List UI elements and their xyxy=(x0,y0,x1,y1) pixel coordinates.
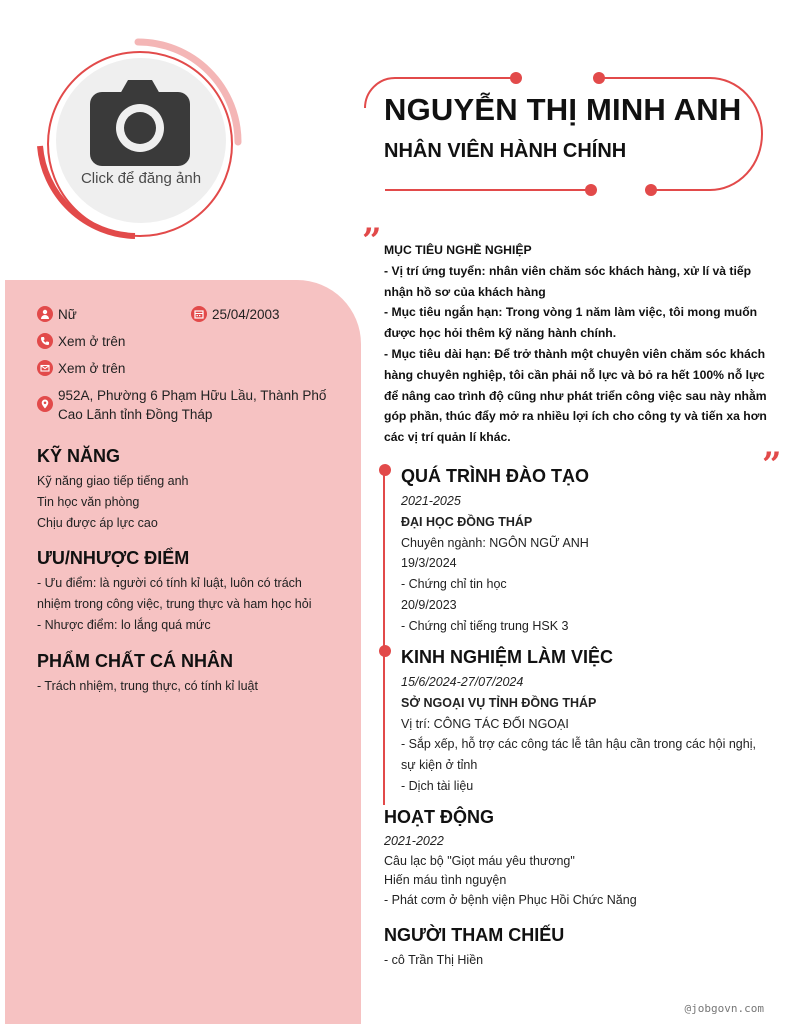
calendar-icon xyxy=(191,306,207,322)
experience-period: 15/6/2024-27/07/2024 xyxy=(401,675,524,689)
email-icon xyxy=(37,360,53,376)
education-title: QUÁ TRÌNH ĐÀO TẠO xyxy=(401,466,589,486)
location-pin-icon xyxy=(37,396,53,412)
gender-value: Nữ xyxy=(58,307,77,322)
list-item: - Sắp xếp, hỗ trợ các công tác lễ tân hậu cần trong các hội nghị, sự kiện ở tỉnh xyxy=(401,737,756,773)
gender-row xyxy=(37,305,77,324)
list-item: Vị trí: CÔNG TÁC ĐỐI NGOẠI xyxy=(401,716,569,731)
references-details xyxy=(384,950,764,971)
list-item: Chịu được áp lực cao xyxy=(37,516,158,530)
birthdate-row xyxy=(191,305,280,324)
experience-details xyxy=(401,672,771,797)
activities-details xyxy=(384,832,764,910)
experience-company: SỞ NGOẠI VỤ TỈNH ĐỒNG THÁP xyxy=(401,695,597,710)
list-item: 20/9/2023 xyxy=(401,597,457,612)
avatar-caption: Click để đăng ảnh xyxy=(80,170,202,187)
list-item: - Nhược điểm: lo lắng quá mức xyxy=(37,618,211,632)
list-item: Chuyên ngành: NGÔN NGỮ ANH xyxy=(401,535,589,550)
references-title: NGƯỜI THAM CHIẾU xyxy=(384,925,565,945)
list-item: - Dịch tài liệu xyxy=(401,778,474,793)
close-quote-icon: ” xyxy=(762,445,782,485)
education-details xyxy=(401,491,771,637)
person-icon xyxy=(37,306,53,322)
career-objective xyxy=(384,240,769,448)
timeline-dot xyxy=(379,464,391,476)
strengths-title: ƯU/NHƯỢC ĐIỂM xyxy=(37,548,190,568)
phone-row xyxy=(37,332,125,351)
qualities-list xyxy=(37,676,337,697)
list-item: - Ưu điểm: là người có tính kỉ luật, luôn có trách nhiệm trong công việc, trung thực và ham học hỏi xyxy=(37,576,312,611)
objective-title: MỤC TIÊU NGHỀ NGHIỆP xyxy=(384,243,532,257)
objective-long-term: - Mục tiêu dài hạn: Để trở thành một chuyên viên chăm sóc khách hàng chuyên nghiệp, tôi cần phải nỗ lực và bỏ ra hết 100% nỗ lực để nâng cao trình độ cũng như phát triển công việc sau này nhằm góp phần, thúc đẩy mở ra nhiều lợi ích cho công ty và tiến xa hơn các vị trí quản lí khác. xyxy=(384,346,767,445)
list-item: - Chứng chỉ tiếng trung HSK 3 xyxy=(401,618,569,633)
phone-icon xyxy=(37,333,53,349)
open-quote-icon: ” xyxy=(362,221,382,261)
email-value[interactable]: Xem ở trên xyxy=(58,361,126,376)
list-item: Kỹ năng giao tiếp tiếng anh xyxy=(37,474,189,488)
skills-title: KỸ NĂNG xyxy=(37,446,121,466)
avatar-upload[interactable] xyxy=(56,58,226,223)
timeline-dot xyxy=(379,645,391,657)
objective-short-term: - Mục tiêu ngắn hạn: Trong vòng 1 năm làm việc, tôi mong muốn được học hỏi thêm kỹ năng hành chính. xyxy=(384,305,758,341)
phone-value[interactable]: Xem ở trên xyxy=(58,334,126,349)
list-item: - Trách nhiệm, trung thực, có tính kỉ luật xyxy=(37,679,258,693)
strengths-list xyxy=(37,573,337,636)
email-row xyxy=(37,359,125,378)
list-item: Câu lạc bộ "Giọt máu yêu thương" xyxy=(384,853,575,868)
camera-icon xyxy=(90,78,190,166)
activities-title: HOẠT ĐỘNG xyxy=(384,807,494,827)
activities-period: 2021-2022 xyxy=(384,834,444,848)
list-item: 19/3/2024 xyxy=(401,556,457,571)
job-title: NHÂN VIÊN HÀNH CHÍNH xyxy=(384,140,627,162)
skills-list xyxy=(37,471,337,534)
qualities-title: PHẨM CHẤT CÁ NHÂN xyxy=(37,651,233,671)
list-item: - cô Trần Thị Hiền xyxy=(384,953,484,967)
timeline-line xyxy=(383,470,385,805)
objective-position: - Vị trí ứng tuyển: nhân viên chăm sóc khách hàng, xử lí và tiếp nhận hồ sơ của khách hàng xyxy=(384,263,752,299)
list-item: Hiến máu tình nguyện xyxy=(384,873,507,888)
list-item: - Phát cơm ở bệnh viện Phục Hồi Chức Năng xyxy=(384,892,637,907)
education-period: 2021-2025 xyxy=(401,494,461,508)
header-frame xyxy=(355,68,770,200)
education-school: ĐẠI HỌC ĐỒNG THÁP xyxy=(401,514,533,529)
list-item: Tin học văn phòng xyxy=(37,495,140,509)
address-value: 952A, Phường 6 Phạm Hữu Lầu, Thành Phố Cao Lãnh tỉnh Đồng Tháp xyxy=(58,388,327,422)
watermark: @jobgovn.com xyxy=(684,1002,764,1015)
birthdate-value: 25/04/2003 xyxy=(212,307,280,322)
candidate-name: NGUYỄN THỊ MINH ANH xyxy=(384,92,742,127)
experience-title: KINH NGHIỆM LÀM VIỆC xyxy=(401,647,614,667)
address-row xyxy=(37,386,337,424)
list-item: - Chứng chỉ tin học xyxy=(401,577,507,592)
